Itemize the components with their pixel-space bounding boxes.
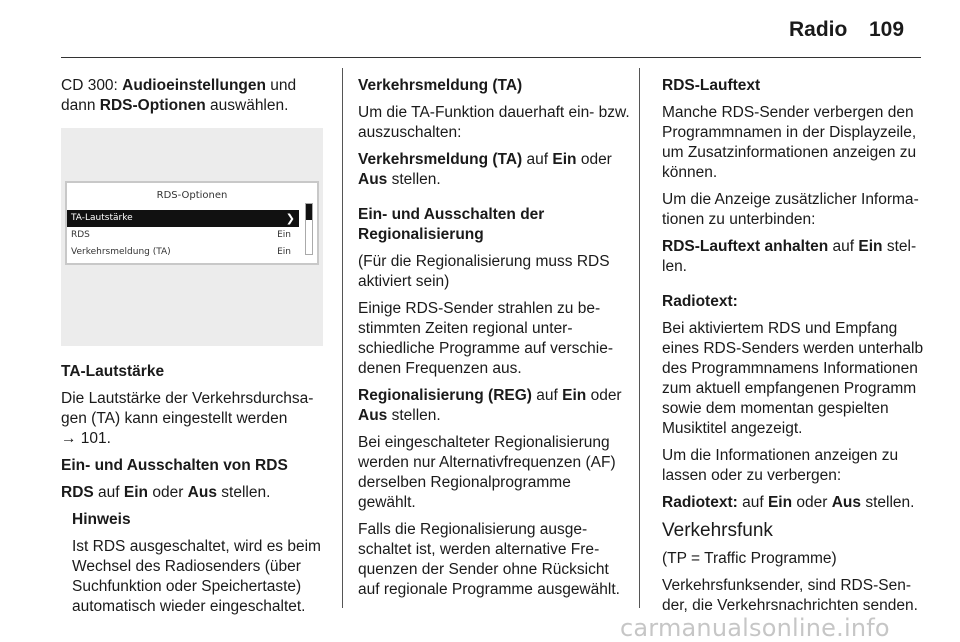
display-screenshot xyxy=(61,128,323,346)
page-header xyxy=(0,0,960,60)
regional-line: Regionalisierung (REG) auf Ein oder Aus stellen. xyxy=(358,387,622,424)
screen-row-ta-volume: TA-Lautstärke ❯ xyxy=(67,210,299,227)
watermark: carmanualsonline.info xyxy=(620,614,890,642)
traffic-heading: Verkehrsmeldung (TA) xyxy=(358,77,523,94)
screen-title: RDS-Optionen xyxy=(156,190,228,201)
regional-paragraph-2: Bei eingeschalteter Regionalisierung werden nur Alternativfrequenzen (AF) derselben Regionalprogramme gewählt. xyxy=(358,434,616,511)
chevron-right-icon: ❯ xyxy=(285,212,295,225)
intro-paragraph: CD 300: Audioeinstellungen und dann RDS-Optionen auswählen. xyxy=(61,77,297,114)
column-3 xyxy=(662,76,924,623)
column-2 xyxy=(358,76,630,607)
scroll-text-paragraph: Manche RDS-Sender verbergen den Programmnamen in der Displayzeile, um Zusatzinformationen anzeigen zu können. xyxy=(662,104,917,181)
column-1 xyxy=(61,76,333,624)
scroll-text-heading: RDS-Lauftext xyxy=(662,77,761,94)
column-separator xyxy=(639,68,640,608)
radiotext-paragraph-2: Um die Informationen anzeigen zu lassen oder zu verbergen: xyxy=(662,447,899,484)
rds-toggle-line: RDS auf Ein oder Aus stellen. xyxy=(61,484,271,501)
screen-row-traffic: Verkehrsmeldung (TA) Ein xyxy=(71,247,291,257)
ta-volume-heading: TA-Lautstärke xyxy=(61,363,165,380)
regional-paragraph-1: Einige RDS-Sender strahlen zu bestimmten Zeiten regional unterschiedliche Programme auf verschiedenen Frequenzen aus. xyxy=(358,300,614,377)
ta-volume-text: Die Lautstärke der Verkehrsdurchsagen (TA) kann eingestellt werden xyxy=(61,390,314,427)
page-reference: → 101. xyxy=(61,430,111,447)
header-rule xyxy=(61,57,921,58)
regional-paragraph-3: Falls die Regionalisierung ausgeschaltet ist, werden alternative Frequenzen der Sender ohne Rücksicht auf regionale Programme ausgewählt. xyxy=(358,521,620,598)
traffic-programme-subtext: (TP = Traffic Programme) xyxy=(662,550,837,567)
screen-scrollbar xyxy=(305,203,313,255)
traffic-programme-text: Verkehrsfunksender, sind RDS-Sender, die Verkehrsnachrichten senden. xyxy=(662,577,918,614)
regional-heading: Ein- und Ausschalten der Regionalisierung xyxy=(358,206,545,243)
screen-row-rds: RDS Ein xyxy=(71,230,291,240)
radiotext-paragraph: Bei aktiviertem RDS und Empfang eines RDS-Senders werden unterhalb des Programmnamens Informationen zum aktuell empfangenen Programm sowie dem momentan gespielten Musiktitel angezeigt. xyxy=(662,320,924,437)
radiotext-heading: Radiotext: xyxy=(662,293,738,310)
column-separator xyxy=(342,68,343,608)
traffic-text: Um die TA-Funktion dauerhaft ein- bzw. auszuschalten: xyxy=(358,104,630,141)
scroll-text-line: RDS-Lauftext anhalten auf Ein stellen. xyxy=(662,238,917,275)
note-box xyxy=(72,510,333,617)
scroll-text-paragraph-2: Um die Anzeige zusätzlicher Informationen zu unterbinden: xyxy=(662,191,919,228)
rds-toggle-heading: Ein- und Ausschalten von RDS xyxy=(61,457,288,474)
section-title: Radio xyxy=(789,18,848,41)
traffic-programme-heading: Verkehrsfunk xyxy=(662,520,773,541)
regional-subtext: (Für die Regionalisierung muss RDS aktiviert sein) xyxy=(358,253,610,290)
rds-options-screen xyxy=(65,181,319,265)
note-heading: Hinweis xyxy=(72,511,131,528)
radiotext-line: Radiotext: auf Ein oder Aus stellen. xyxy=(662,494,915,511)
traffic-line: Verkehrsmeldung (TA) auf Ein oder Aus stellen. xyxy=(358,151,612,188)
note-text: Ist RDS ausgeschaltet, wird es beim Wechsel des Radiosenders (über Suchfunktion oder Speichertaste) automatisch wieder eingeschaltet. xyxy=(72,538,321,615)
page-number: 109 xyxy=(869,18,905,41)
